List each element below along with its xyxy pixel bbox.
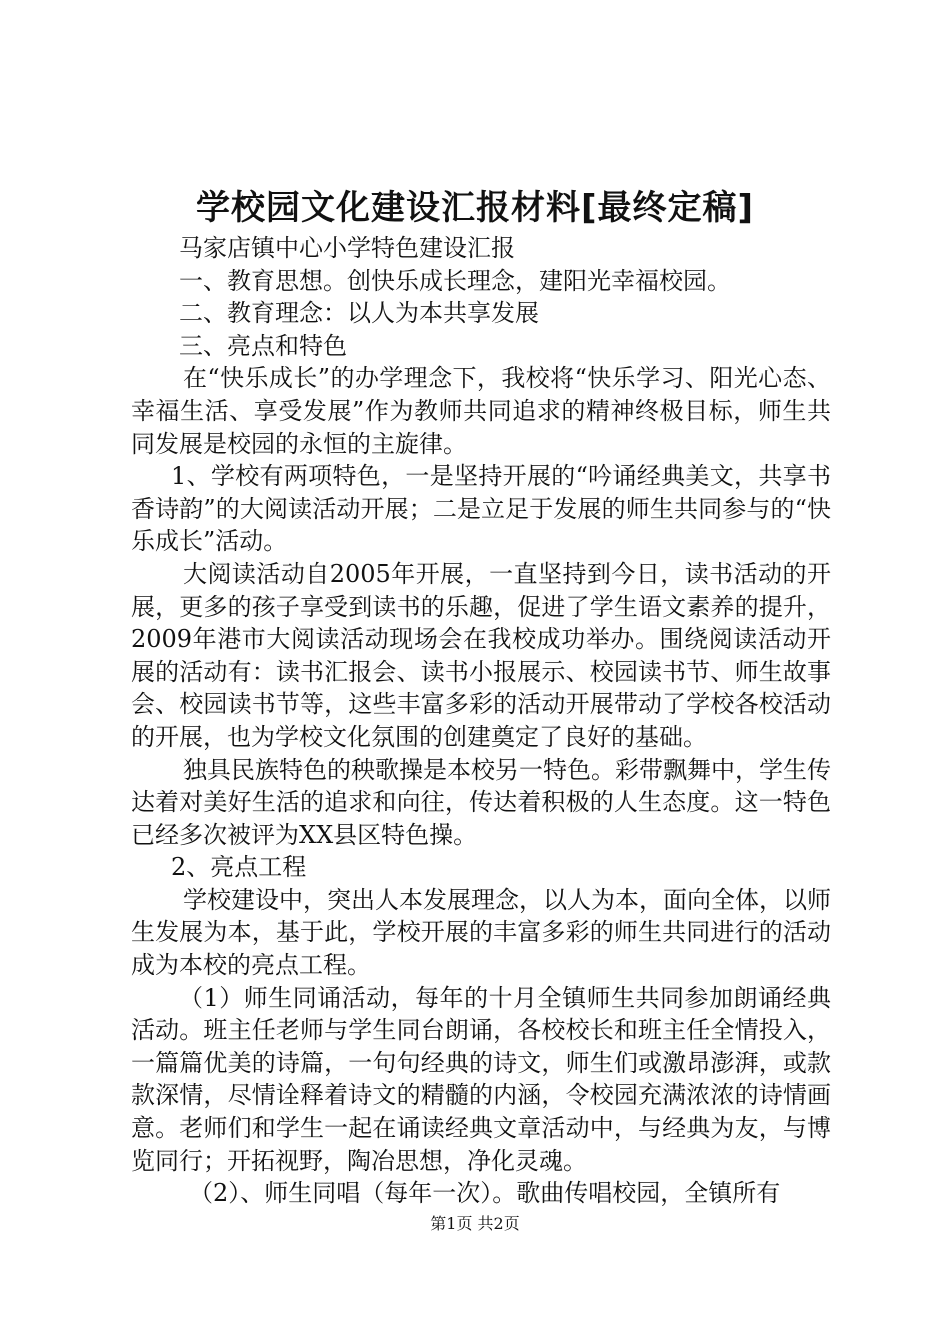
paragraph-education-concept: 二、教育理念：以人为本共享发展 xyxy=(179,299,539,328)
paragraph-highlights-heading: 三、亮点和特色 xyxy=(179,331,347,360)
document-body xyxy=(131,232,831,1210)
paragraph-school-construction: 学校建设中，突出人本发展理念，以人为本，面向全体，以师生发展为本，基于此，学校开展的丰富多彩的师生共同进行的活动成为本校的亮点工程。 xyxy=(131,885,831,980)
paragraph-two-features: 1、学校有两项特色，一是坚持开展的“吟诵经典美文，共享书香诗韵”的大阅读活动开展；二是立足于发展的师生共同参与的“快乐成长”活动。 xyxy=(131,462,831,556)
paragraph-singing-activity: （2）、师生同唱（每年一次）。歌曲传唱校园，全镇所有 xyxy=(189,1179,781,1208)
paragraph-highlight-project-heading: 2、亮点工程 xyxy=(171,853,307,882)
paragraph-education-thought: 一、教育思想。创快乐成长理念，建阳光幸福校园。 xyxy=(179,266,731,295)
paragraph-recitation-activity: （1）师生同诵活动，每年的十月全镇师生共同参加朗诵经典活动。班主任老师与学生同台朗诵，各校校长和班主任全情投入，一篇篇优美的诗篇，一句句经典的诗文，师生们或激昂澎湃，或款款深情，尽情诠释着诗文的精髓的内涵，令校园充满浓浓的诗情画意。老师们和学生一起在诵读经典文章活动中，与经典为友，与博览同行；开拓视野，陶冶思想，净化灵魂。 xyxy=(131,983,831,1175)
page-footer: 第1页 共2页 xyxy=(430,1214,520,1233)
paragraph-reading-activity: 大阅读活动自2005年开展，一直坚持到今日，读书活动的开展，更多的孩子享受到读书的乐趣，促进了学生语文素养的提升，2009年港市大阅读活动现场会在我校成功举办。围绕阅读活动开展的活动有：读书汇报会、读书小报展示、校园读书节、师生故事会、校园读书节等，这些丰富多彩的活动开展带动了学校各校活动的开展，也为学校文化氛围的创建奠定了良好的基础。 xyxy=(131,559,831,751)
paragraph-subtitle: 马家店镇中心小学特色建设汇报 xyxy=(179,234,515,262)
document-title: 学校园文化建设汇报材料[最终定稿] xyxy=(195,188,755,228)
paragraph-philosophy: 在“快乐成长”的办学理念下，我校将“快乐学习、阳光心态、幸福生活、享受发展”作为教师共同追求的精神终极目标，师生共同发展是校园的永恒的主旋律。 xyxy=(131,364,831,458)
paragraph-yangko-dance: 独具民族特色的秧歌操是本校另一特色。彩带飘舞中，学生传达着对美好生活的追求和向往，传达着积极的人生态度。这一特色已经多次被评为XX县区特色操。 xyxy=(131,755,831,849)
